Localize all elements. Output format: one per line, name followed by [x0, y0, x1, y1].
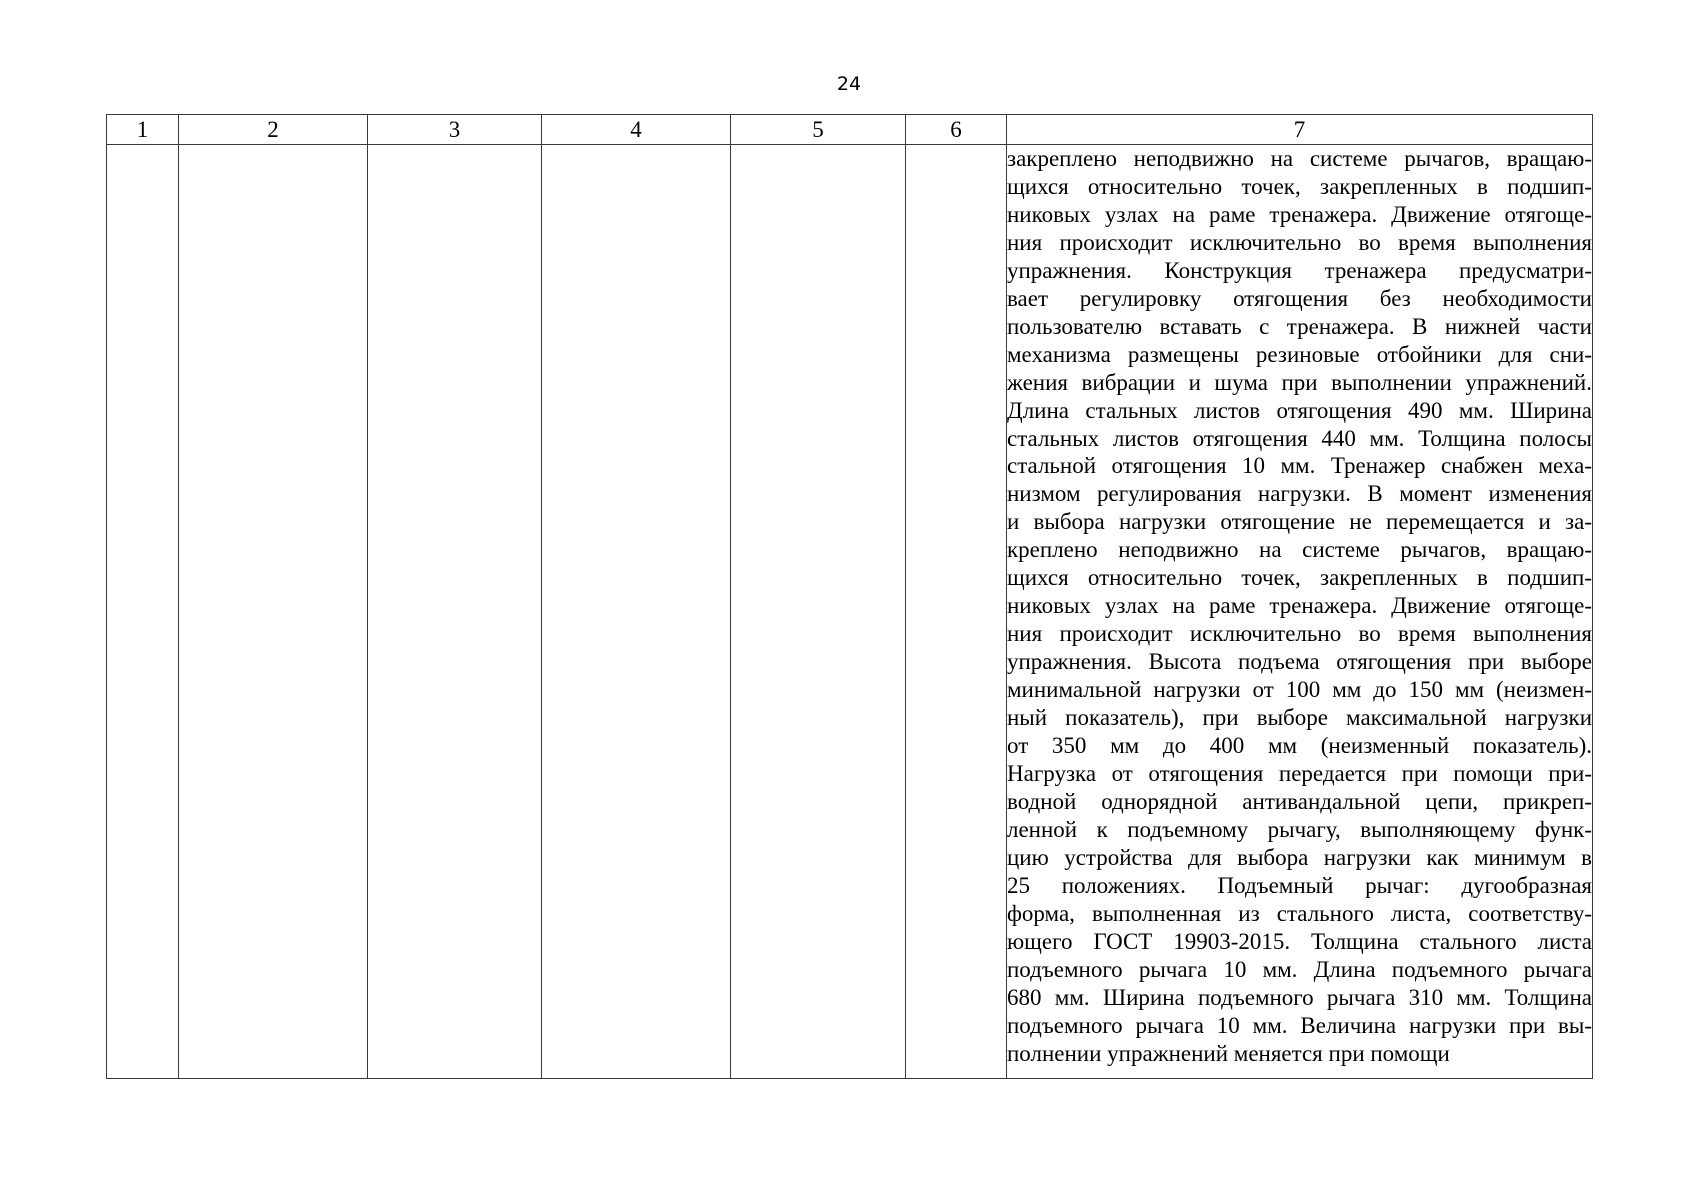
description-line: пользователю вставать с тренажера. В нижней части	[1007, 313, 1592, 339]
specification-table	[106, 114, 1593, 1079]
description-line: никовых узлах на раме тренажера. Движение отягоще-	[1007, 201, 1592, 227]
description-line: упражнения. Конструкция тренажера предусматри-	[1007, 257, 1592, 283]
column-header-5: 5	[731, 115, 906, 145]
description-line: цию устройства для выбора нагрузки как минимум в	[1007, 844, 1592, 870]
description-line: низмом регулирования нагрузки. В момент изменения	[1007, 481, 1592, 507]
column-header-7: 7	[1007, 115, 1593, 145]
description-line: ющего ГОСТ 19903-2015. Толщина стального листа	[1007, 928, 1592, 954]
cell-col-7-description	[1007, 145, 1593, 1079]
cell-col-4	[542, 145, 731, 1079]
description-line: ния происходит исключительно во время выполнения	[1007, 229, 1592, 255]
cell-col-3	[368, 145, 542, 1079]
description-line: жения вибрации и шума при выполнении упражнений.	[1007, 369, 1592, 395]
description-line: водной однорядной антивандальной цепи, прикреп-	[1007, 788, 1592, 814]
description-line: стальных листов отягощения 440 мм. Толщина полосы	[1007, 425, 1592, 451]
description-line: от 350 мм до 400 мм (неизменный показатель).	[1007, 733, 1592, 759]
description-line: ния происходит исключительно во время выполнения	[1007, 621, 1592, 647]
description-line: щихся относительно точек, закрепленных в подшип-	[1007, 173, 1592, 199]
description-line: Длина стальных листов отягощения 490 мм. Ширина	[1007, 397, 1592, 423]
description-line: подъемного рычага 10 мм. Величина нагрузки при вы-	[1007, 1012, 1592, 1038]
description-line: 25 положениях. Подъемный рычаг: дугообразная	[1007, 872, 1592, 898]
description-line: стальной отягощения 10 мм. Тренажер снабжен меха-	[1007, 453, 1592, 479]
cell-col-2	[179, 145, 368, 1079]
column-header-2: 2	[179, 115, 368, 145]
description-line: закреплено неподвижно на системе рычагов, вращаю-	[1007, 146, 1592, 171]
page-number: 24	[836, 73, 862, 95]
description-line: форма, выполненная из стального листа, соответству-	[1007, 900, 1592, 926]
description-line: и выбора нагрузки отягощение не перемещается и за-	[1007, 509, 1592, 535]
cell-col-6	[906, 145, 1007, 1079]
cell-col-5	[731, 145, 906, 1079]
description-line: минимальной нагрузки от 100 мм до 150 мм (неизмен-	[1007, 677, 1592, 703]
description-line: ный показатель), при выборе максимальной нагрузки	[1007, 705, 1592, 731]
table-row	[107, 145, 1593, 1079]
description-line: вает регулировку отягощения без необходимости	[1007, 285, 1592, 311]
description-text	[1007, 145, 1592, 1067]
column-header-3: 3	[368, 115, 542, 145]
description-line: креплено неподвижно на системе рычагов, вращаю-	[1007, 537, 1592, 563]
column-header-4: 4	[542, 115, 731, 145]
description-line: механизма размещены резиновые отбойники для сни-	[1007, 341, 1592, 367]
column-header-6: 6	[906, 115, 1007, 145]
cell-col-1	[107, 145, 179, 1079]
description-line: Нагрузка от отягощения передается при помощи при-	[1007, 760, 1592, 786]
column-header-1: 1	[107, 115, 179, 145]
description-line: подъемного рычага 10 мм. Длина подъемного рычага	[1007, 956, 1592, 982]
description-line: полнении упражнений меняется при помощи	[1007, 1040, 1450, 1066]
description-line: щихся относительно точек, закрепленных в подшип-	[1007, 565, 1592, 591]
description-line: упражнения. Высота подъема отягощения при выборе	[1007, 649, 1592, 675]
table-header-row	[107, 115, 1593, 145]
description-line: никовых узлах на раме тренажера. Движение отягоще-	[1007, 593, 1592, 619]
description-line: 680 мм. Ширина подъемного рычага 310 мм. Толщина	[1007, 984, 1592, 1010]
description-line: ленной к подъемному рычагу, выполняющему функ-	[1007, 816, 1592, 842]
